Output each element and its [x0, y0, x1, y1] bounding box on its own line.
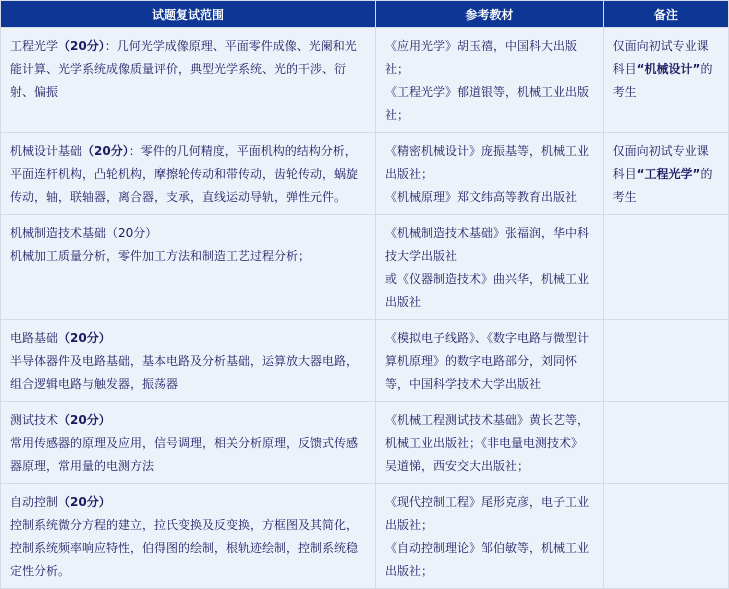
book-item: 或《仪器制造技术》曲兴华，机械工业出版社	[385, 272, 590, 309]
subject-desc: 常用传感器的原理及应用，信号调理，相关分析原理，反馈式传感器原理，常用量的电测方法	[10, 436, 359, 473]
books-cell	[376, 133, 603, 214]
subject-name: 自动控制	[10, 495, 59, 509]
subject-points: （20分）	[106, 226, 158, 240]
scope-cell	[1, 133, 375, 214]
books-cell	[376, 28, 603, 132]
table-row	[1, 320, 728, 401]
subject-points: （20分）	[58, 331, 111, 345]
note-subject: “机械设计”	[636, 62, 701, 76]
book-item: 《应用光学》胡玉禧，中国科大出版社；	[385, 39, 578, 76]
subject-name: 测试技术	[10, 413, 59, 427]
table-row	[1, 215, 728, 319]
subject-desc: 机械加工质量分析，零件加工方法和制造工艺过程分析；	[10, 249, 311, 263]
books-cell	[376, 402, 603, 483]
scope-cell	[1, 215, 375, 319]
note-cell	[604, 28, 728, 132]
table-row	[1, 133, 728, 214]
subject-desc: 半导体器件及电路基础，基本电路及分析基础，运算放大器电路，组合逻辑电路与触发器，振荡器	[10, 354, 359, 391]
subject-name: 机械设计基础	[10, 144, 83, 158]
scope-cell	[1, 28, 375, 132]
subject-points: （20分）	[58, 39, 105, 53]
book-item: 《模拟电子线路》、《数字电路与微型计算机原理》的数字电路部分，刘同怀等，中国科学技术大学出版社	[385, 331, 590, 391]
book-item: 《机械原理》郑文纬高等教育出版社	[385, 190, 578, 204]
book-item: 《机械工程测试技术基础》黄长艺等，机械工业出版社；《非电量电测技术》吴道悌，西安交大出版社；	[385, 413, 590, 473]
header-scope: 试题复试范围	[1, 1, 375, 27]
subject-name: 电路基础	[10, 331, 59, 345]
subject-desc: 控制系统微分方程的建立，拉氏变换及反变换，方框图及其简化，控制系统频率响应特性，伯得图的绘制，根轨迹绘制，控制系统稳定性分析。	[10, 518, 359, 578]
table-row	[1, 28, 728, 132]
note-cell	[604, 133, 728, 214]
table-row	[1, 484, 728, 588]
book-item: 《现代控制工程》尾形克彦，电子工业出版社；	[385, 495, 590, 532]
books-cell	[376, 320, 603, 401]
header-books: 参考教材	[376, 1, 603, 27]
book-item: 《自动控制理论》邹伯敏等，机械工业出版社；	[385, 541, 590, 578]
books-cell	[376, 484, 603, 588]
note-text: 仅面向初试专业课科目	[612, 39, 709, 76]
scope-cell	[1, 320, 375, 401]
book-item: 《工程光学》郁道银等，机械工业出版社；	[385, 85, 590, 122]
books-cell	[376, 215, 603, 319]
note-subject: “工程光学”	[636, 167, 701, 181]
subject-desc: ：几何光学成像原理、平面零件成像、光阑和光能计算、光学系统成像质量评价，典型光学系统、光的干涉、衍射、偏振	[10, 39, 357, 99]
subject-name: 机械制造技术基础	[10, 226, 107, 240]
note-cell	[604, 320, 728, 401]
note-cell	[604, 484, 728, 588]
subject-desc: ：零件的几何精度，平面机构的结构分析，平面连杆机构，凸轮机构，摩擦轮传动和带传动，齿轮传动，蜗旋传动，轴，联轴器，离合器，支承，直线运动导轨，弹性元件。	[10, 144, 359, 204]
scope-cell	[1, 402, 375, 483]
note-text: 仅面向初试专业课科目	[612, 144, 709, 181]
note-text: 的考生	[612, 62, 713, 99]
note-text: 的考生	[612, 167, 713, 204]
scope-cell	[1, 484, 375, 588]
subject-points: （20分）	[82, 144, 129, 158]
book-item: 《精密机械设计》庞振基等，机械工业出版社；	[385, 144, 590, 181]
subject-points: （20分）	[58, 495, 111, 509]
subject-name: 工程光学	[10, 39, 59, 53]
note-cell	[604, 402, 728, 483]
header-notes: 备注	[604, 1, 728, 27]
table-row	[1, 402, 728, 483]
subject-points: （20分）	[58, 413, 111, 427]
note-cell	[604, 215, 728, 319]
header-row	[1, 1, 728, 27]
book-item: 《机械制造技术基础》张福润，华中科技大学出版社	[385, 226, 590, 263]
